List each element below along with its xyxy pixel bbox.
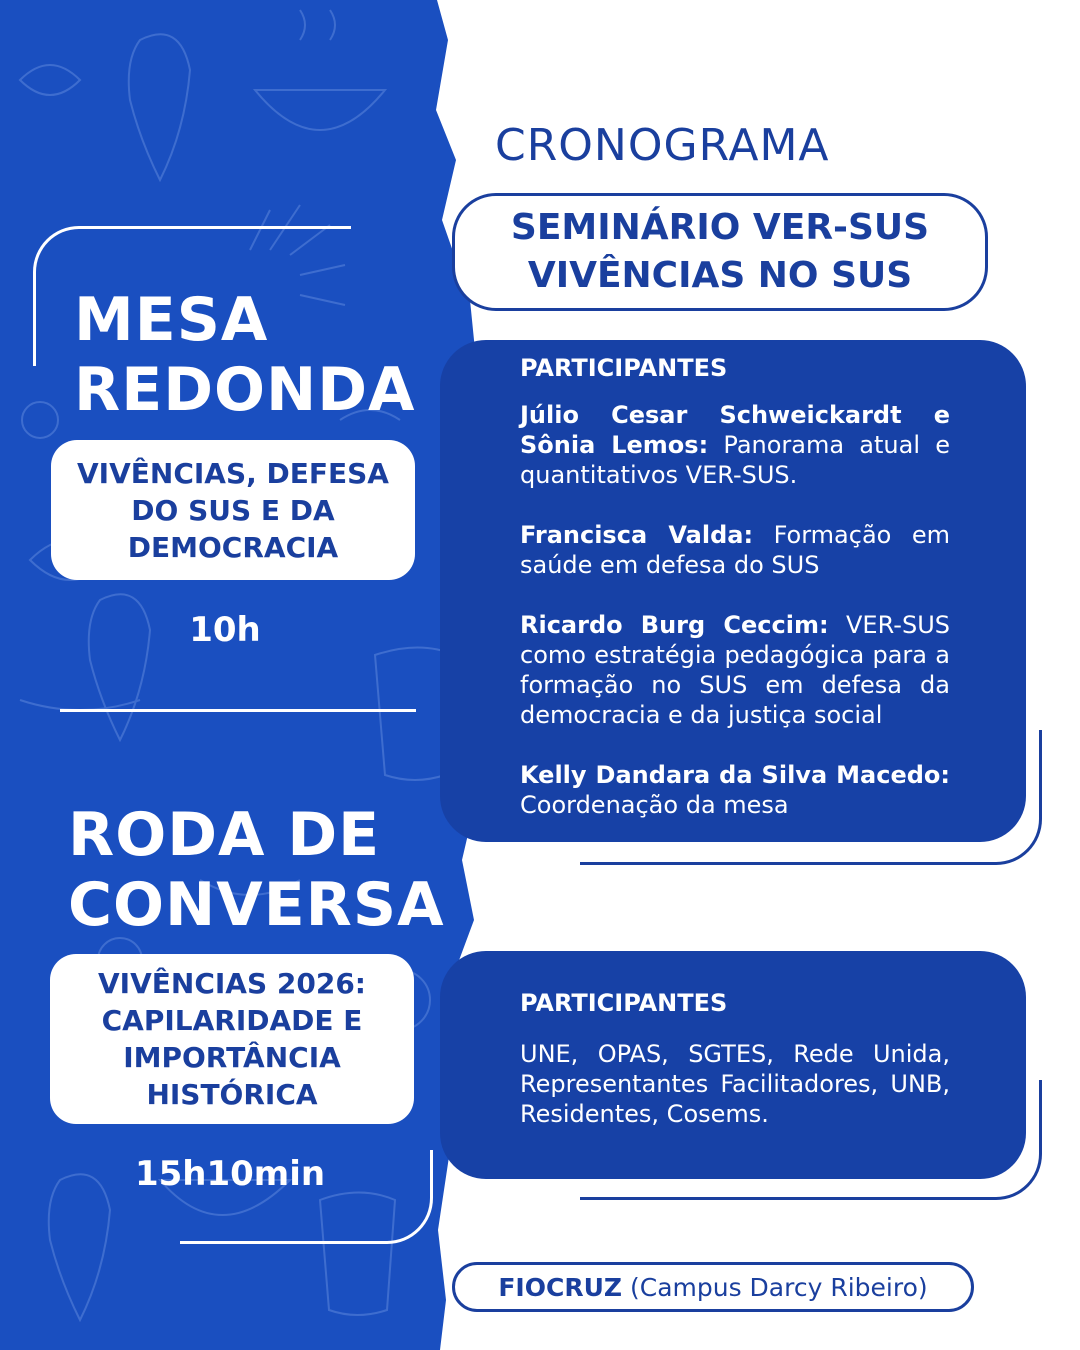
- seminar-line2: VIVÊNCIAS NO SUS: [527, 255, 913, 296]
- mesa-participants-card: [440, 340, 1026, 842]
- divider-line: [60, 709, 416, 712]
- participant-name: Francisca Valda:: [520, 521, 754, 549]
- mesa-subtitle: VIVÊNCIAS, DEFESA DO SUS E DA DEMOCRACIA: [77, 456, 389, 564]
- participant-topic: VER-SUS como estratégia pedagógica para a formação no SUS em defesa da democracia e da justiça social: [520, 611, 950, 729]
- roda-time: 15h10min: [134, 1154, 326, 1194]
- page-title: CRONOGRAMA: [495, 120, 830, 171]
- roda-conversa-title: [68, 800, 445, 940]
- mesa-redonda-title: [74, 285, 415, 425]
- participant-name: Ricardo Burg Ceccim:: [520, 611, 829, 639]
- venue-pill: [452, 1262, 974, 1312]
- participant-entry: [520, 400, 950, 490]
- roda-subtitle: VIVÊNCIAS 2026: CAPILARIDADE E IMPORTÂNCIA HISTÓRICA: [98, 967, 366, 1111]
- seminar-line1: SEMINÁRIO VER-SUS: [510, 207, 930, 248]
- venue-name: FIOCRUZ: [498, 1272, 623, 1302]
- seminar-title-box: [452, 193, 988, 311]
- participant-entry: [520, 760, 950, 820]
- roda-title-line2: CONVERSA: [68, 870, 445, 940]
- roda-participants-card: [440, 951, 1026, 1179]
- participant-name: Kelly Dandara da Silva Macedo:: [520, 761, 950, 789]
- participant-entry: [520, 610, 950, 730]
- participant-name: Júlio Cesar Schweickardt e Sônia Lemos:: [520, 401, 950, 459]
- doodle-pattern-illustration: [0, 0, 480, 1350]
- mesa-subtitle-pill: [51, 440, 415, 580]
- mesa-participants-heading: PARTICIPANTES: [520, 354, 728, 382]
- participant-topic: Formação em saúde em defesa do SUS: [520, 521, 950, 579]
- participant-topic: Panorama atual e quantitativos VER-SUS.: [520, 431, 950, 489]
- participant-topic: Coordenação da mesa: [520, 791, 789, 819]
- roda-participants-list: UNE, OPAS, SGTES, Rede Unida, Representantes Facilitadores, UNB, Residentes, Cosems.: [520, 1040, 950, 1128]
- roda-subtitle-pill: [50, 954, 414, 1124]
- participant-entry: [520, 520, 950, 580]
- mesa-title-line1: MESA: [74, 285, 269, 355]
- venue-detail: (Campus Darcy Ribeiro): [622, 1272, 928, 1302]
- mesa-title-line2: REDONDA: [74, 355, 416, 425]
- roda-participants-heading: PARTICIPANTES: [520, 989, 728, 1017]
- roda-title-line1: RODA DE: [68, 800, 381, 870]
- mesa-time: 10h: [189, 610, 261, 650]
